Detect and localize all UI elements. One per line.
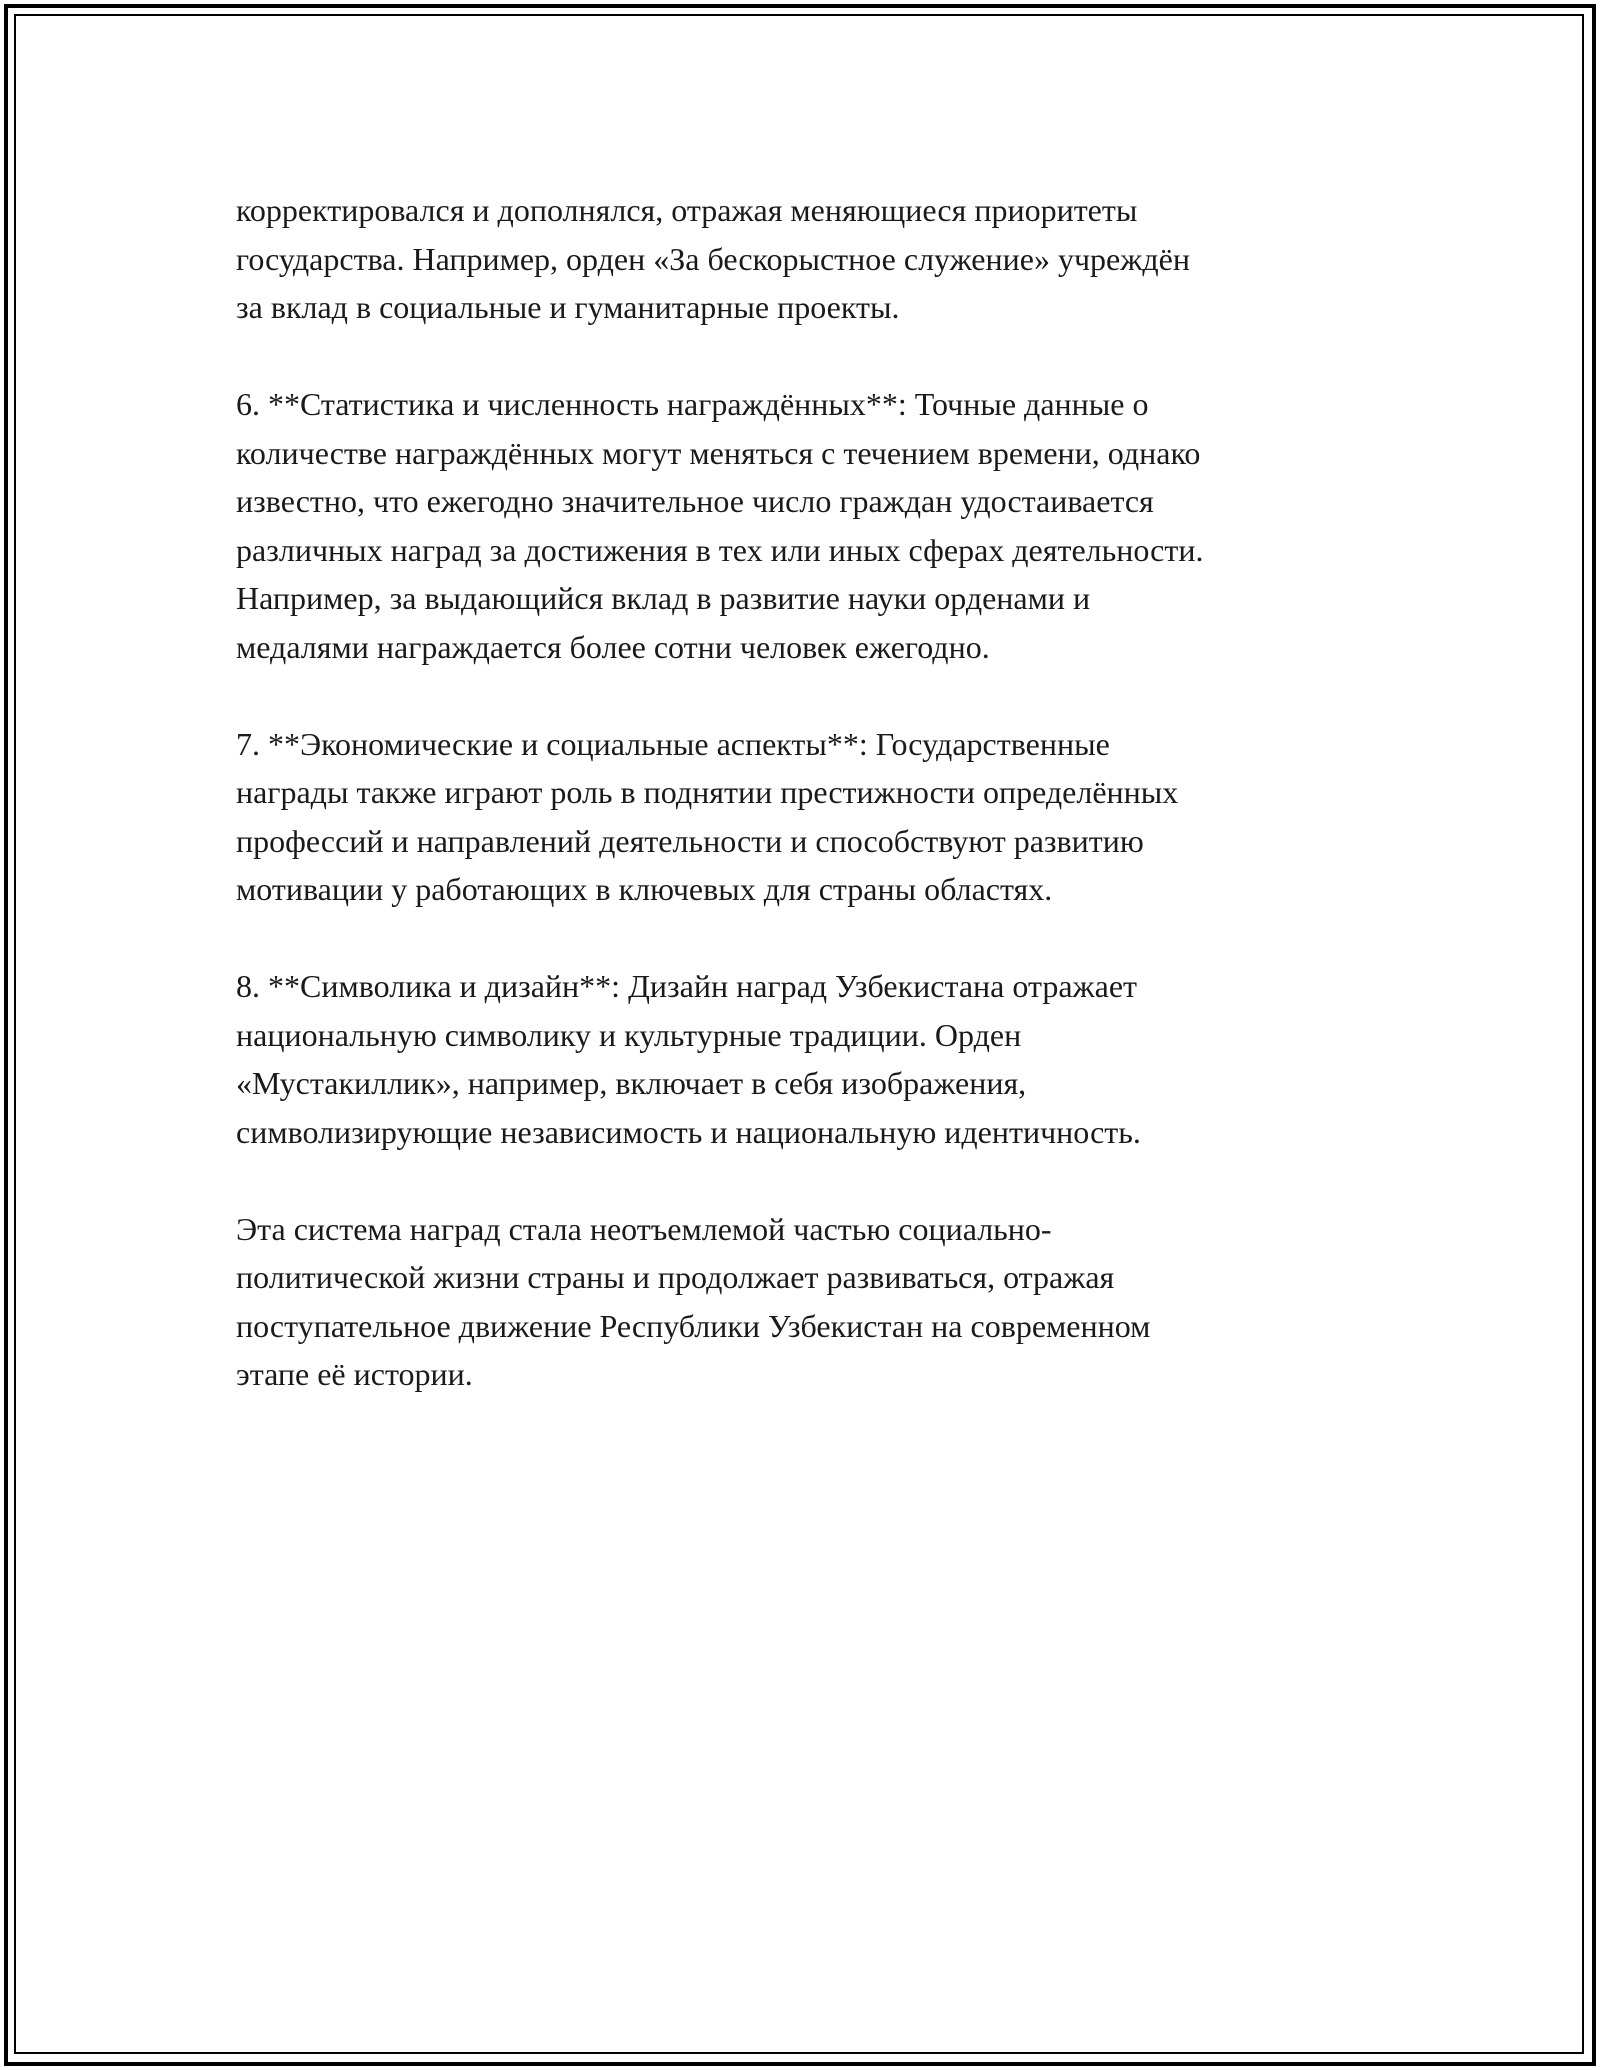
paragraph-continuation: корректировался и дополнялся, отражая меняющиеся приоритеты государства. Например, орден «За бескорыстное служение» учреждён за вклад в социальные и гуманитарные проекты. <box>236 192 1190 325</box>
paragraph-item-8-symbolism-design: 8. **Символика и дизайн**: Дизайн наград Узбекистана отражает национальную символику и культурные традиции. Орден «Мустакиллик», например, включает в себя изображения, символизирующие независимость и национальную идентичность. <box>236 968 1141 1150</box>
paragraph-item-7-economic-social: 7. **Экономические и социальные аспекты**: Государственные награды также играют роль в поднятии престижности определённых профессий и направлений деятельности и способствуют развитию мотивации у работающих в ключевых для страны областях. <box>236 725 1179 907</box>
paragraph-item-6-statistics: 6. **Статистика и численность награждённых**: Точные данные о количестве награждённых могут меняться с течением времени, однако известно, что ежегодно значительное число граждан удостаивается различных наград за достижения в тех или иных сферах деятельности. Например, за выдающийся вклад в развитие науки орденами и медалями награждается более сотни человек ежегодно. <box>236 386 1204 665</box>
paragraph-conclusion: Эта система наград стала неотъемлемой частью социально- политической жизни страны и продолжает развиваться, отражая поступательное движение Республики Узбекистан на современном этапе её истории. <box>236 1210 1151 1392</box>
document-body <box>236 186 1416 1447</box>
